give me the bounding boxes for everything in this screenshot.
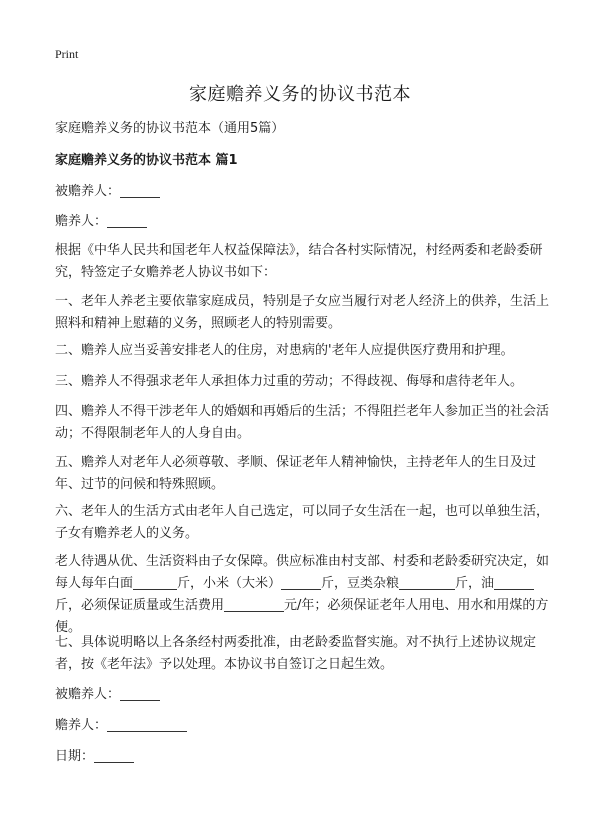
clause-4: 四、赡养人不得干涉老年人的婚姻和再婚后的生活；不得阻拦老年人参加正当的社会活动；不得限制老年人的人身自由。 xyxy=(55,404,550,441)
supporter-blank xyxy=(107,212,147,228)
supporter-blank-2 xyxy=(107,716,187,732)
supply-text-c: 斤，豆类杂粮 xyxy=(321,576,400,591)
intro-paragraph: 根据《中华人民共和国老年人权益保障法》，结合各村实际情况，村经两委和老龄委研究，特签定子女赡养老人协议书如下： xyxy=(55,243,543,280)
date-field xyxy=(55,746,555,768)
beneficiary-blank-2 xyxy=(120,685,160,701)
supply-text-e: 斤，必须保证质量或生活费用 xyxy=(55,598,225,613)
supporter-field-1 xyxy=(55,211,555,233)
living-cost-blank xyxy=(224,596,284,612)
beneficiary-label-2: 被赡养人： xyxy=(55,687,121,702)
supply-text-f: 元/年；必须保证老年人用电、用水和用煤的方便。 xyxy=(55,598,549,635)
print-label[interactable]: Print xyxy=(55,47,79,61)
document-title: 家庭赡养义务的协议书范本 xyxy=(189,84,411,105)
document-subtitle: 家庭赡养义务的协议书范本（通用5篇） xyxy=(55,121,285,136)
clause-6: 六、老年人的生活方式由老年人自己选定，可以同子女生活在一起，也可以单独生活，子女有赡养老人的义务。 xyxy=(55,504,550,541)
supply-paragraph xyxy=(55,551,555,639)
clause-1: 一、老年人养老主要依靠家庭成员，特别是子女应当履行对老人经济上的供养，生活上照料和精神上慰藉的义务，照顾老人的特别需要。 xyxy=(55,294,550,331)
supporter-field-2 xyxy=(55,715,555,737)
millet-blank xyxy=(281,574,321,590)
oil-blank xyxy=(494,574,534,590)
supply-text-d: 斤，油 xyxy=(455,576,495,591)
date-blank xyxy=(94,747,134,763)
beneficiary-label: 被赡养人： xyxy=(55,184,121,199)
flour-blank xyxy=(133,574,177,590)
date-label: 日期： xyxy=(55,749,95,764)
beneficiary-field-1 xyxy=(55,181,555,203)
clause-5: 五、赡养人对老年人必须尊敬、孝顺、保证老年人精神愉快，主持老年人的生日及过年、过节的问候和特殊照顾。 xyxy=(55,455,537,492)
clause-7: 七、具体说明略以上各条经村两委批准，由老龄委监督实施。对不执行上述协议规定者，按《老年法》予以处理。本协议书自签订之日起生效。 xyxy=(55,635,537,672)
grain-blank xyxy=(399,574,455,590)
supply-text-a: 老人待遇从优、生活资料由子女保障。供应标准由村支部、村委和老龄委研究决定，如每人每年白面 xyxy=(55,554,550,591)
beneficiary-field-2 xyxy=(55,684,555,706)
beneficiary-blank xyxy=(120,182,160,198)
supporter-label: 赡养人： xyxy=(55,214,108,229)
supporter-label-2: 赡养人： xyxy=(55,718,108,733)
clause-2: 二、赡养人应当妥善安排老人的住房，对患病的'老年人应提供医疗费用和护理。 xyxy=(55,343,514,358)
clause-3: 三、赡养人不得强求老年人承担体力过重的劳动；不得歧视、侮辱和虐待老年人。 xyxy=(55,374,524,389)
supply-text-b: 斤，小米（大米） xyxy=(177,576,282,591)
section-heading: 家庭赡养义务的协议书范本 篇1 xyxy=(55,153,238,168)
